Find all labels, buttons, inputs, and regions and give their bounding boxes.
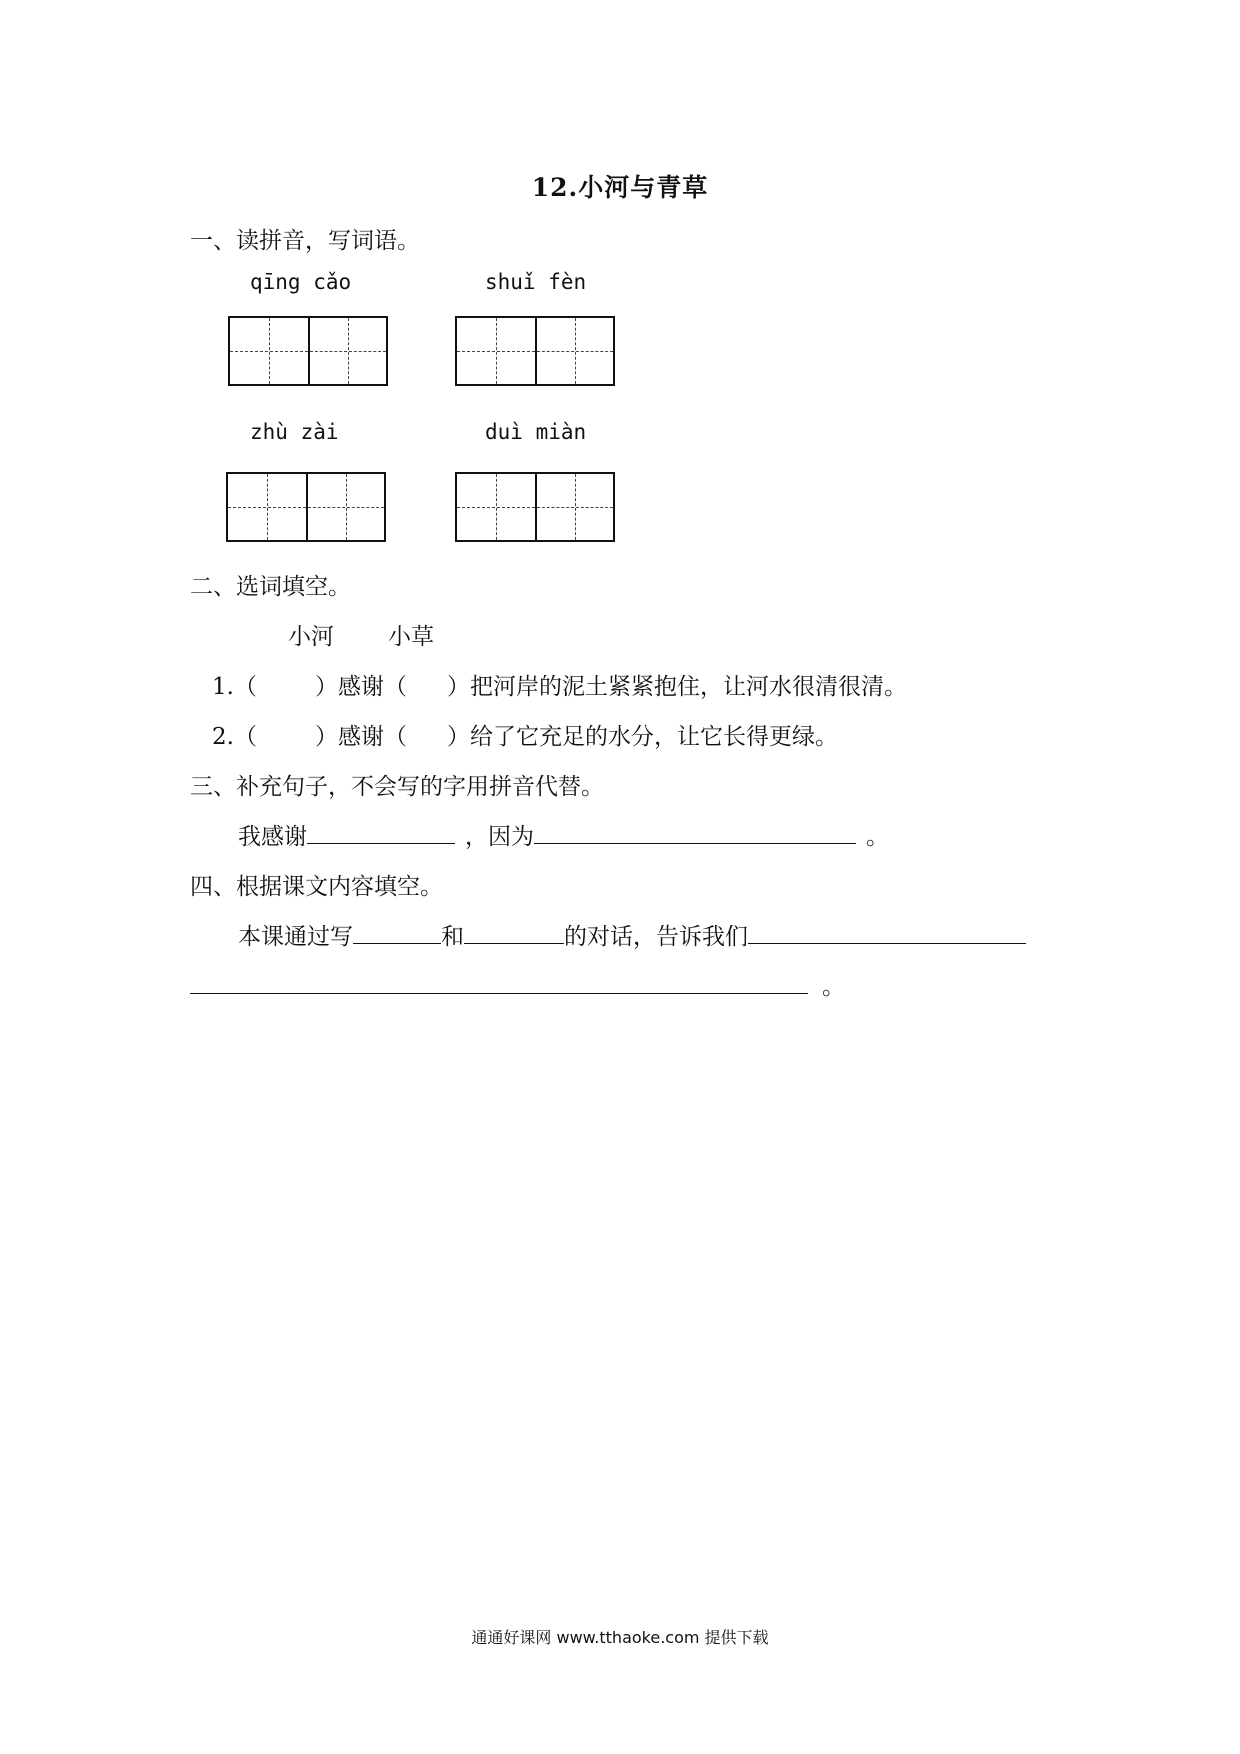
pinyin-3: zhù zài — [250, 420, 339, 444]
q1-text-a: ）感谢（ — [314, 674, 407, 700]
s4-text-1: 本课通过写 — [238, 924, 353, 950]
s4-blank-2[interactable] — [464, 921, 564, 944]
worksheet-title: 12.小河与青草 — [531, 173, 709, 202]
writing-grid-4[interactable] — [455, 472, 615, 542]
q2-text-b: ）给了它充足的水分，让它长得更绿。 — [446, 724, 838, 750]
s4-text-2: 和 — [441, 924, 464, 950]
s4-blank-4[interactable] — [190, 971, 808, 994]
grid-cell[interactable] — [228, 474, 306, 540]
pinyin-1: qīng cǎo — [250, 270, 352, 294]
section-1-heading: 一、读拼音，写词语。 — [190, 228, 420, 254]
s3-text-2: ，因为 — [465, 824, 534, 850]
s4-blank-3[interactable] — [748, 921, 1026, 944]
s3-text-3: 。 — [866, 824, 889, 850]
word-option-2: 小草 — [388, 624, 434, 650]
grid-cell[interactable] — [535, 474, 613, 540]
question-2 — [212, 718, 838, 751]
s4-text-4: 。 — [822, 974, 845, 1000]
s4-text-3: 的对话，告诉我们 — [564, 924, 748, 950]
grid-cell[interactable] — [457, 318, 535, 384]
grid-cell[interactable] — [457, 474, 535, 540]
summary-line-1 — [238, 918, 1026, 951]
q1-text-b: ）把河岸的泥土紧紧抱住，让河水很清很清。 — [446, 674, 907, 700]
writing-grid-1[interactable] — [228, 316, 388, 386]
section-3-heading: 三、补充句子，不会写的字用拼音代替。 — [190, 774, 604, 800]
pinyin-2: shuǐ fèn — [485, 270, 587, 294]
grid-cell[interactable] — [535, 318, 613, 384]
footer-text: 通通好课网 www.tthaoke.com 提供下载 — [471, 1628, 769, 1647]
s3-blank-2[interactable] — [534, 821, 856, 844]
s4-blank-1[interactable] — [353, 921, 441, 944]
grid-cell[interactable] — [308, 318, 386, 384]
question-1 — [212, 668, 907, 701]
pinyin-4: duì miàn — [485, 420, 587, 444]
grid-cell[interactable] — [230, 318, 308, 384]
q1-number: 1.（ — [212, 674, 257, 700]
writing-grid-2[interactable] — [455, 316, 615, 386]
s3-text-1: 我感谢 — [238, 824, 307, 850]
sentence-completion — [238, 818, 889, 851]
section-4-heading: 四、根据课文内容填空。 — [190, 874, 443, 900]
writing-grid-3[interactable] — [226, 472, 386, 542]
q2-text-a: ）感谢（ — [314, 724, 407, 750]
s3-blank-1[interactable] — [307, 821, 455, 844]
word-option-1: 小河 — [288, 624, 334, 650]
q2-number: 2.（ — [212, 724, 257, 750]
summary-line-2 — [190, 968, 845, 1001]
section-2-heading: 二、选词填空。 — [190, 574, 351, 600]
grid-cell[interactable] — [306, 474, 384, 540]
